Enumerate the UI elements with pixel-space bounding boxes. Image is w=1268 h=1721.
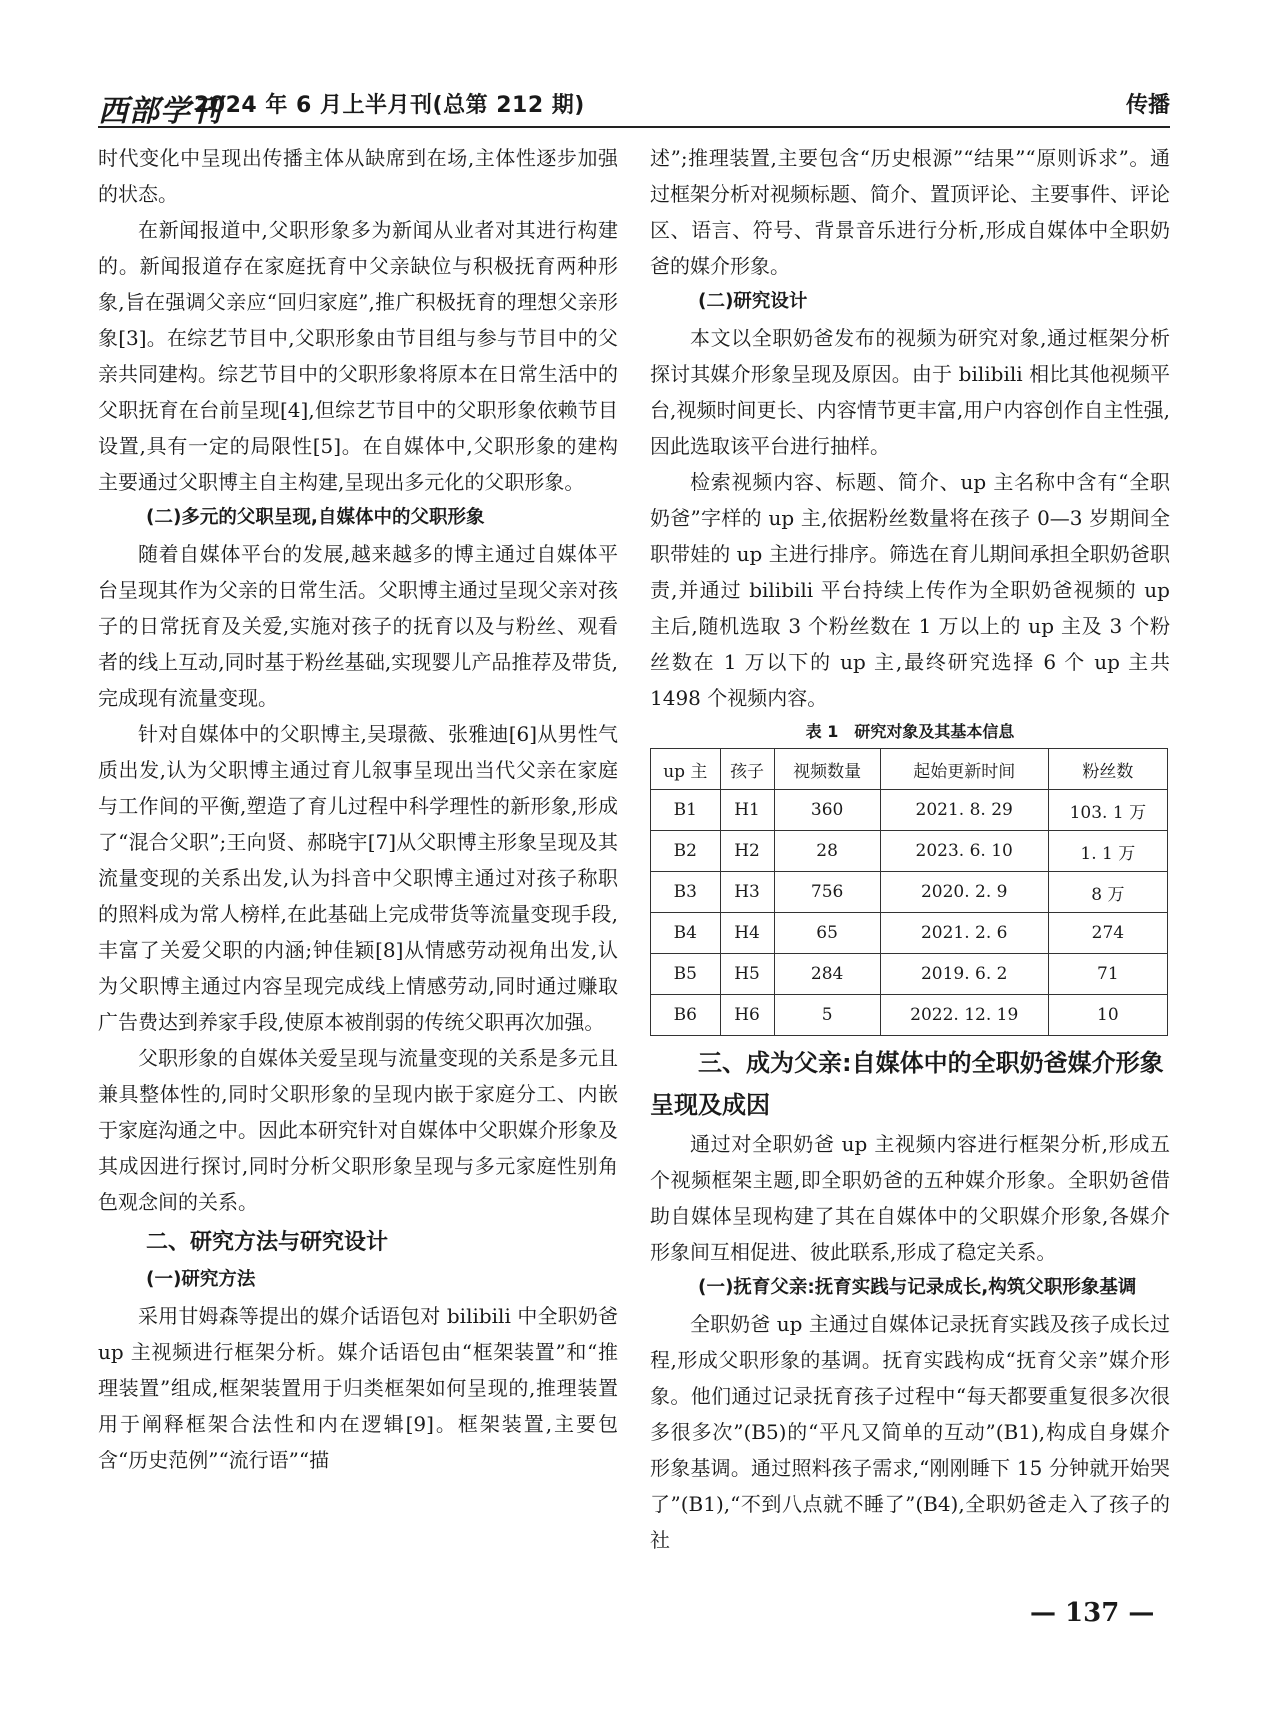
paragraph: 述”;推理装置,主要包含“历史根源”“结果”“原则诉求”。通过框架分析对视频标题、简介、置顶评论、主要事件、评论区、语言、符号、背景音乐进行分析,形成自媒体中全职奶爸的媒介形象。 bbox=[650, 146, 1170, 278]
section-heading: 三、成为父亲:自媒体中的全职奶爸媒介形象呈现及成因 bbox=[650, 1049, 1164, 1119]
table-cell: 2023. 6. 10 bbox=[880, 831, 1048, 872]
paragraph: 采用甘姆森等提出的媒介话语包对 bilibili 中全职奶爸 up 主视频进行框架分析。媒介话语包由“框架装置”和“推理装置”组成,框架装置用于归类框架如何呈现的,推理装置用于阐释框架合法性和内在逻辑[9]。框架装置,主要包含“历史范例”“流行语”“描 bbox=[98, 1304, 618, 1472]
table-cell: B6 bbox=[651, 995, 721, 1036]
table-row bbox=[651, 995, 1168, 1036]
table-cell: H1 bbox=[720, 790, 774, 831]
table-cell: 28 bbox=[774, 831, 880, 872]
right-column bbox=[650, 140, 1170, 1570]
table-cell: 284 bbox=[774, 954, 880, 995]
table-cell: 2019. 6. 2 bbox=[880, 954, 1048, 995]
table-cell: H5 bbox=[720, 954, 774, 995]
table-header-cell: 视频数量 bbox=[774, 749, 880, 790]
paragraph: 随着自媒体平台的发展,越来越多的博主通过自媒体平台呈现其作为父亲的日常生活。父职博主通过呈现父亲对孩子的日常抚育及关爱,实施对孩子的抚育以及与粉丝、观看者的线上互动,同时基于粉丝基础,实现婴儿产品推荐及带货,完成现有流量变现。 bbox=[98, 542, 618, 710]
table-cell: 5 bbox=[774, 995, 880, 1036]
table-header-row bbox=[651, 749, 1168, 790]
subsection-heading: (一)研究方法 bbox=[146, 1269, 256, 1290]
subsection-heading: (一)抚育父亲:抚育实践与记录成长,构筑父职形象基调 bbox=[698, 1277, 1137, 1298]
table-cell: 103. 1 万 bbox=[1048, 790, 1167, 831]
paragraph: 针对自媒体中的父职博主,吴璟薇、张雅迪[6]从男性气质出发,认为父职博主通过育儿叙事呈现出当代父亲在家庭与工作间的平衡,塑造了育儿过程中科学理性的新形象,形成了“混合父职”;王向贤、郝晓宇[7]从父职博主形象呈现及其流量变现的关系出发,认为抖音中父职博主通过对孩子称职的照料成为常人榜样,在此基础上完成带货等流量变现手段,丰富了关爱父职的内涵;钟佳颖[8]从情感劳动视角出发,认为父职博主通过内容呈现完成线上情感劳动,同时通过赚取广告费达到养家手段,使原本被削弱的传统父职再次加强。 bbox=[98, 722, 618, 1034]
subsection-heading: (二)研究设计 bbox=[698, 291, 808, 312]
table-cell: B3 bbox=[651, 872, 721, 913]
table-cell: 65 bbox=[774, 913, 880, 954]
table-cell: B4 bbox=[651, 913, 721, 954]
header-rule bbox=[98, 126, 1170, 128]
table-cell: 2022. 12. 19 bbox=[880, 995, 1048, 1036]
table-caption: 表 1 研究对象及其基本信息 bbox=[805, 722, 1015, 741]
table-cell: 274 bbox=[1048, 913, 1167, 954]
journal-logo: 西部学刊 bbox=[98, 94, 222, 129]
table-cell: H6 bbox=[720, 995, 774, 1036]
issue-info: 2024 年 6 月上半月刊(总第 212 期) bbox=[194, 93, 585, 118]
page-number: — 137 — bbox=[1030, 1598, 1155, 1628]
table-cell: 71 bbox=[1048, 954, 1167, 995]
table-cell: B2 bbox=[651, 831, 721, 872]
table-cell: 360 bbox=[774, 790, 880, 831]
table-header-cell: up 主 bbox=[651, 749, 721, 790]
table-row bbox=[651, 790, 1168, 831]
table-cell: B5 bbox=[651, 954, 721, 995]
paragraph: 在新闻报道中,父职形象多为新闻从业者对其进行构建的。新闻报道存在家庭抚育中父亲缺位与积极抚育两种形象,旨在强调父亲应“回归家庭”,推广积极抚育的理想父亲形象[3]。在综艺节目中,父职形象由节目组与参与节目中的父亲共同建构。综艺节目中的父职形象将原本在日常生活中的父职抚育在台前呈现[4],但综艺节目中的父职形象依赖节目设置,具有一定的局限性[5]。在自媒体中,父职形象的建构主要通过父职博主自主构建,呈现出多元化的父职形象。 bbox=[98, 218, 618, 494]
table-cell: B1 bbox=[651, 790, 721, 831]
table-cell: 10 bbox=[1048, 995, 1167, 1036]
table-row bbox=[651, 831, 1168, 872]
research-subjects-table bbox=[650, 748, 1168, 1036]
paragraph: 通过对全职奶爸 up 主视频内容进行框架分析,形成五个视频框架主题,即全职奶爸的五种媒介形象。全职奶爸借助自媒体呈现构建了其在自媒体中的父职媒介形象,各媒介形象间互相促进、彼此联系,形成了稳定关系。 bbox=[650, 1132, 1170, 1264]
paragraph: 全职奶爸 up 主通过自媒体记录抚育实践及孩子成长过程,形成父职形象的基调。抚育实践构成“抚育父亲”媒介形象。他们通过记录抚育孩子过程中“每天都要重复很多次很多很多次”(B5)的“平凡又简单的互动”(B1),构成自身媒介形象基调。通过照料孩子需求,“刚刚睡下 15 分钟就开始哭了”(B1),“不到八点就不睡了”(B4),全职奶爸走入了孩子的社 bbox=[650, 1312, 1170, 1552]
paragraph: 本文以全职奶爸发布的视频为研究对象,通过框架分析探讨其媒介形象呈现及原因。由于 bilibili 相比其他视频平台,视频时间更长、内容情节更丰富,用户内容创作自主性强,因此选取该平台进行抽样。 bbox=[650, 326, 1170, 458]
table-header-cell: 孩子 bbox=[720, 749, 774, 790]
paragraph: 时代变化中呈现出传播主体从缺席到在场,主体性逐步加强的状态。 bbox=[98, 146, 618, 206]
table-header-cell: 粉丝数 bbox=[1048, 749, 1167, 790]
table-cell: 2020. 2. 9 bbox=[880, 872, 1048, 913]
section-name: 传播 bbox=[1125, 93, 1170, 118]
table-cell: H3 bbox=[720, 872, 774, 913]
table-header-cell: 起始更新时间 bbox=[880, 749, 1048, 790]
paragraph: 检索视频内容、标题、简介、up 主名称中含有“全职奶爸”字样的 up 主,依据粉丝数量将在孩子 0—3 岁期间全职带娃的 up 主进行排序。筛选在育儿期间承担全职奶爸职责,并通过 bilibili 平台持续上传作为全职奶爸视频的 up 主后,随机选取 3 个粉丝数在 1 万以上的 up 主及 3 个粉丝数在 1 万以下的 up 主,最终研究选择 6 个 up 主共 1498 个视频内容。 bbox=[650, 470, 1170, 710]
left-column bbox=[98, 140, 618, 1570]
table-cell: H2 bbox=[720, 831, 774, 872]
subsection-heading: (二)多元的父职呈现,自媒体中的父职形象 bbox=[146, 507, 485, 528]
paragraph: 父职形象的自媒体关爱呈现与流量变现的关系是多元且兼具整体性的,同时父职形象的呈现内嵌于家庭分工、内嵌于家庭沟通之中。因此本研究针对自媒体中父职媒介形象及其成因进行探讨,同时分析父职形象呈现与多元家庭性别角色观念间的关系。 bbox=[98, 1046, 618, 1214]
table-cell: 2021. 2. 6 bbox=[880, 913, 1048, 954]
table-row bbox=[651, 913, 1168, 954]
section-heading: 二、研究方法与研究设计 bbox=[146, 1230, 389, 1255]
table-row bbox=[651, 954, 1168, 995]
page-header bbox=[98, 86, 1170, 129]
table-row bbox=[651, 872, 1168, 913]
table-cell: H4 bbox=[720, 913, 774, 954]
table-cell: 756 bbox=[774, 872, 880, 913]
table-cell: 2021. 8. 29 bbox=[880, 790, 1048, 831]
table-cell: 8 万 bbox=[1048, 872, 1167, 913]
table-cell: 1. 1 万 bbox=[1048, 831, 1167, 872]
